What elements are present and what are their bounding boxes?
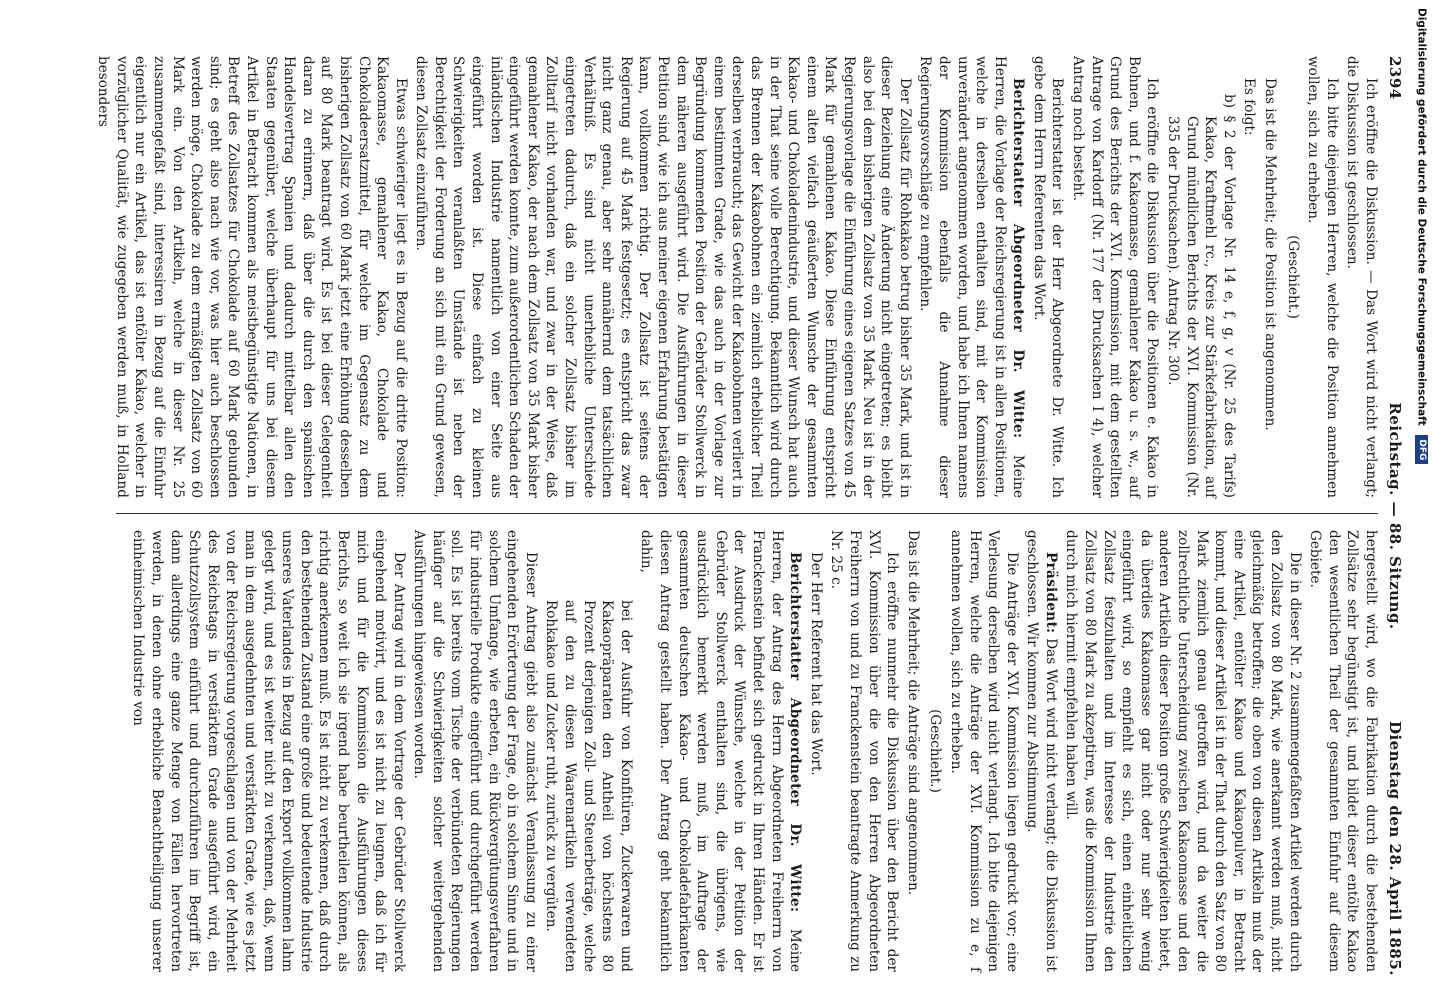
- body-paragraph: Etwas schwieriger liegt es in Bezug auf die dritte Position: Kakaomasse, gemahlener Kakao, Chokolade und Chokoladeersatzmittel, für welche im Gegensatz zu dem bisherigen Zollsatz von 60 Mark jetzt eine Erhöhung desselben auf 80 Mark beantragt wird. Es ist bei dieser Gelegenheit daran zu erinnern, daß über die durch den spanischen Handelsvertrag Spanien und dadurch mittelbar allen den Staaten gegenüber, welche überhaupt für uns bei diesem Artikel in Betracht kommen als meistbegünstigte Nationen, in Betreff des Zollsatzes für Chokolade auf 60 Mark gebunden sind; es geht also nach wie vor, was hier auch beschlossen werden möge, Chokolade zu dem ermäßigten Zollsatz von 60 Mark ein. Von den Artikeln, welche in dieser Nr. 25 zusammengefaßt sind, interessiren in Bezug auf die Einfuhr eigentlich nur ein Artikel, das ist entölter Kakao, welcher in vorzüglicher Qualität, wie zugegeben werden muß, in Holland besonders: [95, 56, 409, 498]
- dfg-logo: DFG: [1415, 435, 1428, 464]
- stage-direction: (Geschieht.): [1284, 235, 1301, 319]
- column-divider: [116, 513, 1378, 514]
- speaker-name: Präsident:: [1042, 552, 1059, 634]
- body-paragraph: Das ist die Mehrheit; die Anträge sind angenommen.: [904, 530, 921, 896]
- speech-text: Das Wort wird nicht verlangt; die Diskussion ist geschlossen. Wir kommen zur Abstimmung.: [1024, 530, 1059, 972]
- speech-text: Meine Herren, der Antrag des Herrn Abgeordneten Freiherrn von Franckenstein befindet sich gedruckt in Ihren Händen. Er ist der Ausdruck der Wünsche, welche in der Petition der Gebrüder Stollwerck enthalten sind, die übrigens, wie ausdrücklich bemerkt werden muß, im Auftrage der gesammten deutschen Kakao- und Chokoladefabrikanten diesen Antrag gestellt haben. Der Antrag geht bekanntlich dahin,: [638, 530, 804, 973]
- digitization-credit: [1414, 8, 1430, 992]
- body-paragraph: Der Antrag wird in dem Vortrage der Gebrüder Stollwerck eingehend motivirt, und es ist nicht zu leugnen, daß ich für mich und für die Kommission die Ausführungen dieses Berichts, so weit ich sie irgend habe beurtheilen können, als richtig anerkennen muß. Es ist nicht zu verkennen, daß durch den bestehenden Zustand eine große und bedeutende Industrie unseres Vaterlandes in Bezug auf den Export vollkommen lahm gelegt wird, und es ist weiter nicht zu verkennen, daß, wenn man in dem ausgedehnten und verstärkten Grade, wie es jetzt von der Reichsregierung vorgeschlagen und von der Mehrheit des Reichstags in verstärktem Grade ausgeführt wird, ein Schutzzollsystem einführt und durchzuführen im Begriff ist, dann allerdings eine ganze Menge von Fällen hervortreten werden, in denen ohne erhebliche Benachtheiligung unserer einheimischen Industrie von: [130, 530, 407, 972]
- body-paragraph: Berichterstatter ist der Herr Abgeordnete Dr. Witte. Ich gebe dem Herrn Referenten das Wort.: [1030, 56, 1066, 498]
- agenda-item: b) § 2 der Vorlage Nr. 14 e, f, g, v (Nr. 25 des Tarifs) Kakao, Kraftmehl rc., Kreis zur Stärkefabrikation, auf Grund mündlichen Berichts der XVI. Kommission (Nr. 335 der Drucksachen). Antrag Nr. 300.: [1165, 94, 1237, 498]
- body-paragraph: Ich eröffne nunmehr die Diskussion über den Bericht der XVI. Kommission über die von den Herren Abgeordneten Freiherrn von und zu Franckenstein beantragte Anmerkung zu Nr. 25 c.: [828, 530, 901, 972]
- motion-quote: bei der Ausfuhr von Konfitüren, Zuckerwaren und Kakaopräparaten den Antheil von höchstens 80 Prozent derjenigen Zoll- und Steuerbeträge, welche auf den zu diesen Waarenartikeln verwendeten Rohkakao und Zucker ruht, zurück zu vergüten.: [543, 600, 634, 972]
- speech-text: Meine Herren, die Vorlage der Reichsregierung ist in allen Positionen, welche in derselben enthalten sind, mit der Kommission unverändert angenommen worden, und habe ich Ihnen namens der Kommission ebenfalls die Annahme dieser Regierungsvorschläge zu empfehlen.: [917, 56, 1027, 499]
- session-title: Reichstag. — 88. Sitzung.: [1386, 402, 1404, 630]
- body-paragraph: Die in dieser Nr. 2 zusammengefaßten Artikel werden durch den Zollsatz von 80 Mark, wie anerkannt werden muß, nicht gleichmäßig betroffen; die oben von diesen Artikeln muß der eine Artikel, entölter Kakao und Kakaopulver, in Betracht kommt, und dieser Artikel ist in der That durch den Satz von 80 Mark ziemlich genau getroffen wird, und da weiter die zollrechtliche Unterscheidung zwischen Kakaomasse und den anderen Artikeln dieser Position große Schwierigkeiten bietet, da überdies Kakaomasse gar nicht oder nur sehr wenig eingeführt wird, so empfiehlt es sich, einen einheitlichen Zollsatz festzuhalten und im Interesse der Industrie den Zollsatz von 80 Mark zu akzeptiren, was die Kommission Ihnen durch mich hiermit empfehlen haben will.: [1063, 530, 1303, 972]
- body-paragraph: Ich eröffne die Diskussion. — Das Wort wird nicht verlangt; die Diskussion ist geschlossen.: [1344, 56, 1379, 498]
- body-paragraph: Der Zollsatz für Rohkakao betrug bisher 35 Mark, und ist in dieser Beziehung eine Änderung nicht eingetreten; es bleibt also bei dem bisherigen Zollsatz von 35 Mark. Neu ist in der Regierungsvorlage die Einführung eines eigenen Satzes von 45 Mark für gemahlenen Kakao. Diese Einführung entspricht einem alten vielfach geäußerten Wunsche der gesammten Kakao- und Chokoladenindustrie, und dieser Wunsch hat auch in der That seine volle Berechtigung. Bekanntlich wird durch das Brennen der Kakaobohnen ein ziemlich erheblicher Theil derselben verbraucht; das Gewicht der Kakaobohnen verliert in einem bestimmten Grade, wie das auch in der Vorlage zur Begründung kommenden Position der Gebrüder Stollwerck in dem näheren ausgeführt wird. Die Ausführungen in dieser Petition sind, wie ich aus meiner eigenen Erfahrung bestätigen kann, vollkommen richtig. Der Zollsatz ist seitens der Regierung auf 45 Mark festgesetzt; es entspricht das zwar nicht ganz genau, aber sehr annähernd dem tatsächlichen Verhältniß. Es sind nicht unerhebliche Unterschiede eingetreten dadurch, daß ein solcher Zollsatz bisher im Zolltarif nicht vorhanden war, und zwar in der Weise, daß gemahlener Kakao, der nach dem Zollsatz von 35 Mark bisher eingeführt werden konnte, zum außerordentlichen Schaden der inländischen Industrie namentlich von einer Seite aus eingeführt worden ist. Diese einfach zu kleinen Schwierigkeiten veranlaßten Umstände ist neben der Berechtigkeit der Forderung an sich mit ein Grund gewesen, diesen Zollsatz einzuführen.: [413, 56, 913, 498]
- speech-paragraph: [637, 530, 804, 972]
- stage-direction: (Geschieht.): [927, 709, 944, 793]
- speaker-name: Berichterstatter Abgeordneter Dr. Witte:: [787, 552, 804, 913]
- body-paragraph: Ich eröffne die Diskussion über die Positionen e. Kakao in Bohnen, und f. Kakaomasse, gemahlener Kakao u. s. w., auf Grund des Berichts der XVI. Kommission, mit dem gestellten Antrage von Kardorff (Nr. 177 der Drucksachen I 4), welcher Antrag noch besteht.: [1070, 56, 1161, 498]
- body-paragraph: Es folgt:: [1241, 78, 1258, 136]
- rotated-document-page: [95, 56, 1416, 976]
- page-header: [1378, 56, 1404, 976]
- speaker-name: Berichterstatter Abgeordneter Dr. Witte:: [1010, 78, 1027, 439]
- page-number: 2394: [1386, 56, 1404, 100]
- left-text-column: [95, 56, 1380, 499]
- body-paragraph: Der Herr Referent hat das Wort.: [807, 552, 824, 776]
- credit-text: Digitalisierung gefördert durch die Deutsche Forschungsgemeinschaft: [1415, 8, 1428, 426]
- speech-paragraph: [916, 56, 1028, 498]
- body-paragraph: Ich bitte diejenigen Herren, welche die Position annehmen wollen, sich zu erheben.: [1305, 56, 1340, 498]
- session-date: Dienstag den 28. April 1885.: [1386, 720, 1404, 976]
- body-paragraph: Das ist die Mehrheit; die Position ist angenommen.: [1262, 78, 1279, 431]
- speech-paragraph: [1023, 530, 1060, 972]
- right-text-column: [116, 530, 1380, 972]
- body-paragraph: Die Anträge der XVI. Kommission liegen gedruckt vor; eine Verlesung derselben wird nicht verlangt. Ich bitte diejenigen Herren, welche die Anträge der XVI. Kommission zu e, f annehmen wollen, sich zu erheben.: [947, 530, 1020, 972]
- body-paragraph: hergestellt wird, wo die Fabrikation durch die bestehenden Zollsätze sehr begünstigt ist, und bildet dieser entölte Kakao den wesentlichen Theil der gesammten Einfuhr auf diesem Gebiete.: [1307, 530, 1379, 972]
- body-paragraph: Dieser Antrag giebt also zunächst Veranlassung zu einer eingehenden Erörterung der Frage, ob in solchem Sinne und in solchem Umfange, wie erbeten, ein Rückvergütungsverfahren für industrielle Produkte eingeführt und durchgeführt werden soll. Es ist bereits vom Tische der verbündeten Regierungen häufiger auf die Schwierigkeiten solcher weitergehenden Ausführungen hingewiesen worden.: [411, 530, 539, 972]
